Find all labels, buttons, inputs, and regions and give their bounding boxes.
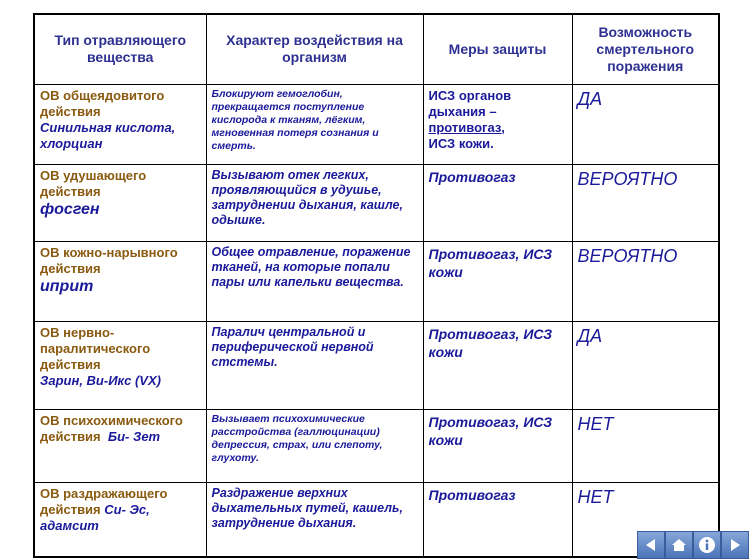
effect-text: Вызывают отек легких, проявляющийся в удушье, затруднении дыхания, кашле, одышке. bbox=[211, 167, 403, 227]
type-cell bbox=[34, 409, 206, 482]
effect-text: Паралич центральной и периферической нервной стстемы. bbox=[211, 324, 374, 369]
possibility-text: НЕТ bbox=[577, 413, 614, 434]
type-cell bbox=[34, 482, 206, 557]
effect-cell bbox=[206, 241, 423, 321]
effect-cell bbox=[206, 164, 423, 241]
header-protection: Меры защиты bbox=[423, 14, 572, 84]
protection-cell bbox=[423, 84, 572, 164]
agent-type: ОВ общеядовитого действия bbox=[40, 87, 165, 119]
agent-type: ОВ удушающего действия bbox=[40, 167, 147, 199]
possibility-text: ДА bbox=[577, 325, 603, 346]
arrow-left-icon[interactable] bbox=[637, 531, 665, 559]
agent-type: ОВ раздражающего действия bbox=[40, 485, 168, 517]
header-effect: Характер воздействия на организм bbox=[206, 14, 423, 84]
possibility-cell bbox=[572, 321, 719, 409]
protection-text: Противогаз, ИСЗ кожи bbox=[428, 325, 553, 360]
protection-text: Противогаз, ИСЗ кожи bbox=[428, 413, 553, 448]
possibility-text: НЕТ bbox=[577, 486, 614, 507]
possibility-text: ВЕРОЯТНО bbox=[577, 245, 678, 266]
slide-navigation bbox=[637, 531, 749, 559]
possibility-text: ВЕРОЯТНО bbox=[577, 168, 678, 189]
table-row bbox=[34, 321, 719, 409]
table-row bbox=[34, 409, 719, 482]
agent-type: ОВ психохимического действия bbox=[40, 412, 183, 444]
header-type: Тип отравляющего вещества bbox=[34, 14, 206, 84]
possibility-cell bbox=[572, 84, 719, 164]
table-row bbox=[34, 241, 719, 321]
agent-names: Би- Зет bbox=[107, 428, 161, 444]
possibility-cell bbox=[572, 409, 719, 482]
protection-cell bbox=[423, 321, 572, 409]
info-icon[interactable] bbox=[693, 531, 721, 559]
effect-text: Вызывает психохимические расстройства (галлюцинации) депрессия, страх, или слепоту, глухоту. bbox=[211, 412, 383, 464]
effect-cell bbox=[206, 409, 423, 482]
effect-cell bbox=[206, 482, 423, 557]
protection-cell bbox=[423, 241, 572, 321]
agents-table bbox=[33, 13, 720, 558]
effect-text: Общее отравление, поражение тканей, на которые попали пары или капельки вещества. bbox=[211, 244, 411, 289]
possibility-cell bbox=[572, 164, 719, 241]
possibility-cell bbox=[572, 241, 719, 321]
agent-names: Синильная кислота, хлорциан bbox=[40, 119, 176, 151]
agent-names: Си- Эс, адамсит bbox=[40, 501, 150, 533]
effect-cell bbox=[206, 321, 423, 409]
arrow-right-icon[interactable] bbox=[721, 531, 749, 559]
home-icon[interactable] bbox=[665, 531, 693, 559]
agent-type: ОВ кожно-нарывного действия bbox=[40, 244, 178, 276]
protection-text: ИСЗ органов дыхания – bbox=[428, 87, 512, 119]
agent-names: Зарин, Ви-Икс (VX) bbox=[40, 372, 161, 388]
table-row bbox=[34, 482, 719, 557]
type-cell bbox=[34, 84, 206, 164]
table-row bbox=[34, 84, 719, 164]
header-row bbox=[34, 14, 719, 84]
agent-type: ОВ нервно-паралитического действия bbox=[40, 324, 151, 372]
header-possibility: Возможность смертельного поражения bbox=[572, 14, 719, 84]
possibility-text: ДА bbox=[577, 88, 603, 109]
effect-cell bbox=[206, 84, 423, 164]
protection-text: Противогаз, ИСЗ кожи bbox=[428, 245, 553, 280]
protection-cell bbox=[423, 409, 572, 482]
type-cell bbox=[34, 241, 206, 321]
agent-names: иприт bbox=[40, 277, 94, 295]
effect-text: Блокируют гемоглобин, прекращается поступление кислорода к тканям, лёгким, мгновенная потеря сознания и смерть. bbox=[211, 87, 379, 152]
type-cell bbox=[34, 164, 206, 241]
agent-names: фосген bbox=[40, 200, 100, 218]
protection-text-skin: ИСЗ кожи. bbox=[428, 135, 494, 151]
effect-text: Раздражение верхних дыхательных путей, кашель, затруднение дыхания. bbox=[211, 485, 403, 530]
protection-text: Противогаз bbox=[428, 486, 516, 503]
type-cell bbox=[34, 321, 206, 409]
table-row bbox=[34, 164, 719, 241]
gas-mask-link[interactable]: противогаз, bbox=[428, 119, 505, 135]
protection-cell bbox=[423, 164, 572, 241]
protection-cell bbox=[423, 482, 572, 557]
protection-text: Противогаз bbox=[428, 168, 516, 185]
